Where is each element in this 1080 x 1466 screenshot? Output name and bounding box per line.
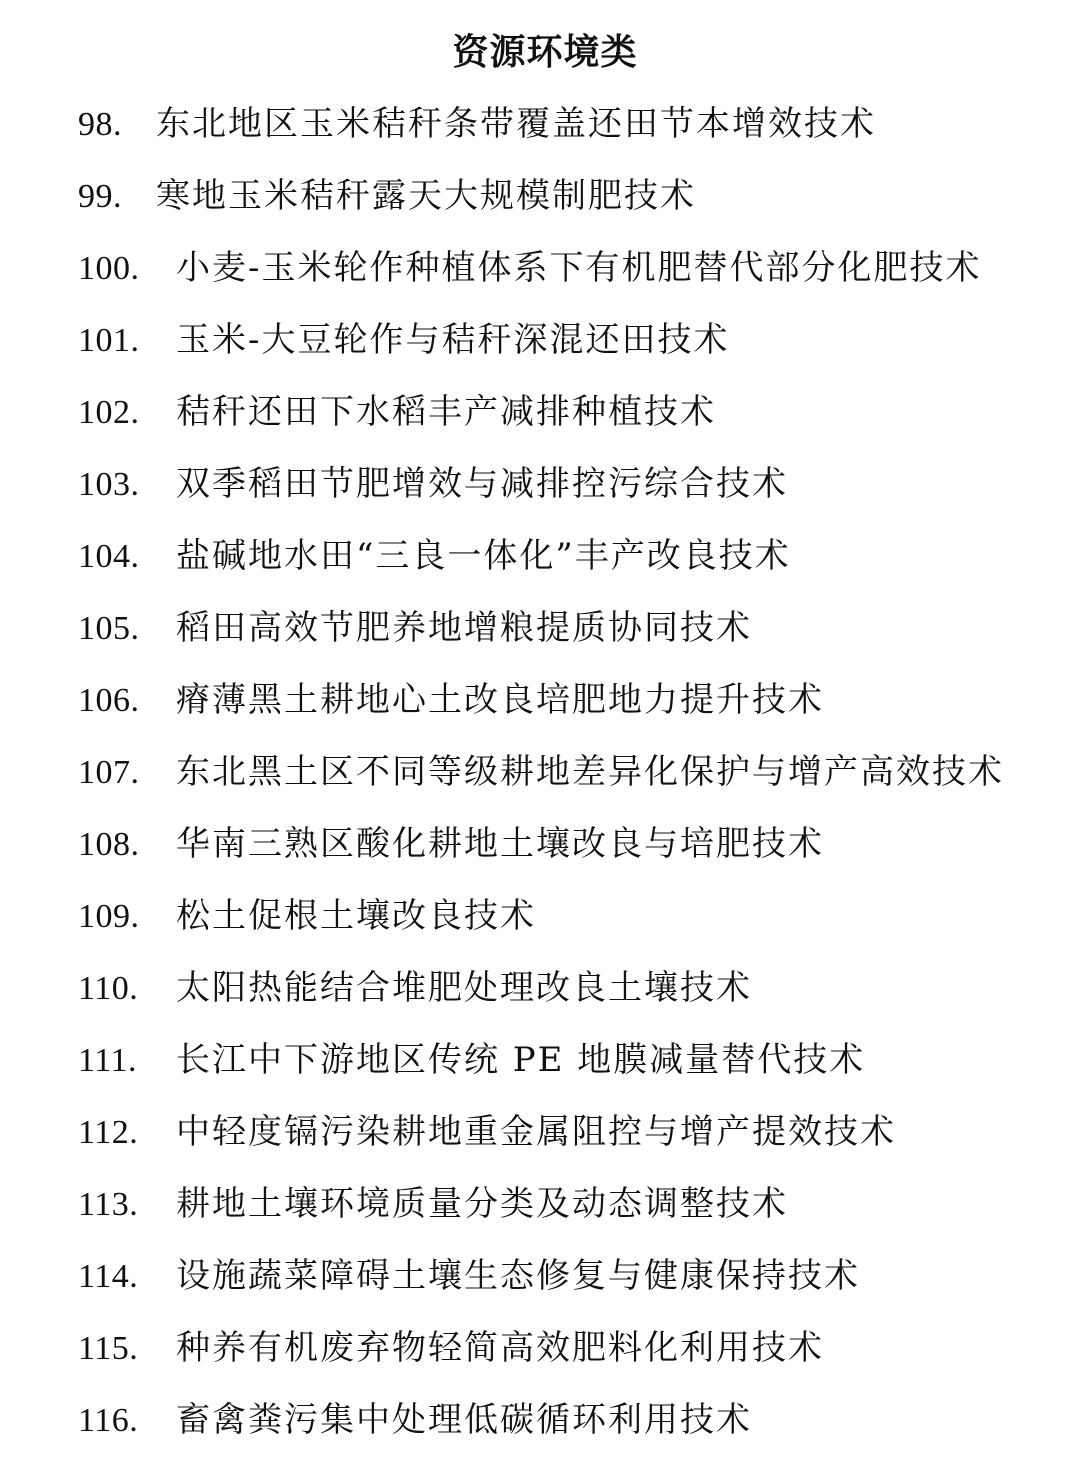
item-text: 耕地土壤环境质量分类及动态调整技术 xyxy=(176,1184,788,1224)
item-number: 112. xyxy=(78,1114,139,1151)
list-item xyxy=(78,458,1068,530)
item-text: 中轻度镉污染耕地重金属阻控与增产提效技术 xyxy=(176,1112,896,1152)
list-item xyxy=(78,746,1068,818)
item-text: 种养有机废弃物轻简高效肥料化利用技术 xyxy=(176,1328,824,1368)
item-number: 109. xyxy=(78,898,140,935)
item-number: 116. xyxy=(78,1402,139,1439)
item-text: 玉米-大豆轮作与秸秆深混还田技术 xyxy=(176,320,730,360)
list-item xyxy=(78,530,1068,602)
item-number: 102. xyxy=(78,394,140,431)
item-number: 99. xyxy=(78,178,122,215)
item-number: 115. xyxy=(78,1330,139,1367)
list-item xyxy=(78,962,1068,1034)
item-text: 太阳热能结合堆肥处理改良土壤技术 xyxy=(176,968,752,1008)
list-item xyxy=(78,890,1068,962)
item-number: 105. xyxy=(78,610,140,647)
item-number: 114. xyxy=(78,1258,139,1295)
item-text: 东北黑土区不同等级耕地差异化保护与增产高效技术 xyxy=(176,752,1004,792)
list-item xyxy=(78,98,1068,170)
item-number: 110. xyxy=(78,970,139,1007)
section-title: 资源环境类 xyxy=(452,31,638,73)
item-text: 寒地玉米秸秆露天大规模制肥技术 xyxy=(156,176,696,216)
item-number: 107. xyxy=(78,754,140,791)
technology-list xyxy=(78,98,1068,1466)
item-text: 双季稻田节肥增效与减排控污综合技术 xyxy=(176,464,788,504)
item-number: 98. xyxy=(78,106,122,143)
item-text: 设施蔬菜障碍土壤生态修复与健康保持技术 xyxy=(176,1256,860,1296)
item-number: 106. xyxy=(78,682,140,719)
list-item xyxy=(78,1178,1068,1250)
item-text: 稻田高效节肥养地增粮提质协同技术 xyxy=(176,608,752,648)
item-number: 108. xyxy=(78,826,140,863)
item-text: 东北地区玉米秸秆条带覆盖还田节本增效技术 xyxy=(156,104,876,144)
list-item xyxy=(78,818,1068,890)
item-number: 103. xyxy=(78,466,140,503)
item-text: 瘠薄黑土耕地心土改良培肥地力提升技术 xyxy=(176,680,824,720)
item-text: 小麦-玉米轮作种植体系下有机肥替代部分化肥技术 xyxy=(176,248,982,288)
item-number: 111. xyxy=(78,1042,137,1079)
item-text: 畜禽粪污集中处理低碳循环利用技术 xyxy=(176,1400,752,1440)
item-number: 100. xyxy=(78,250,140,287)
item-number: 104. xyxy=(78,538,140,575)
item-text: 松土促根土壤改良技术 xyxy=(176,896,536,936)
item-number: 101. xyxy=(78,322,140,359)
list-item xyxy=(78,242,1068,314)
list-item xyxy=(78,1034,1068,1106)
list-item xyxy=(78,1322,1068,1394)
list-item xyxy=(78,1394,1068,1466)
item-text: 秸秆还田下水稻丰产减排种植技术 xyxy=(176,392,716,432)
list-item xyxy=(78,170,1068,242)
item-text: 盐碱地水田“三良一体化”丰产改良技术 xyxy=(176,536,791,576)
list-item xyxy=(78,674,1068,746)
list-item xyxy=(78,386,1068,458)
item-number: 113. xyxy=(78,1186,139,1223)
item-text: 华南三熟区酸化耕地土壤改良与培肥技术 xyxy=(176,824,824,864)
list-item xyxy=(78,602,1068,674)
list-item xyxy=(78,1106,1068,1178)
item-text: 长江中下游地区传统 PE 地膜减量替代技术 xyxy=(176,1040,866,1080)
list-item xyxy=(78,314,1068,386)
list-item xyxy=(78,1250,1068,1322)
